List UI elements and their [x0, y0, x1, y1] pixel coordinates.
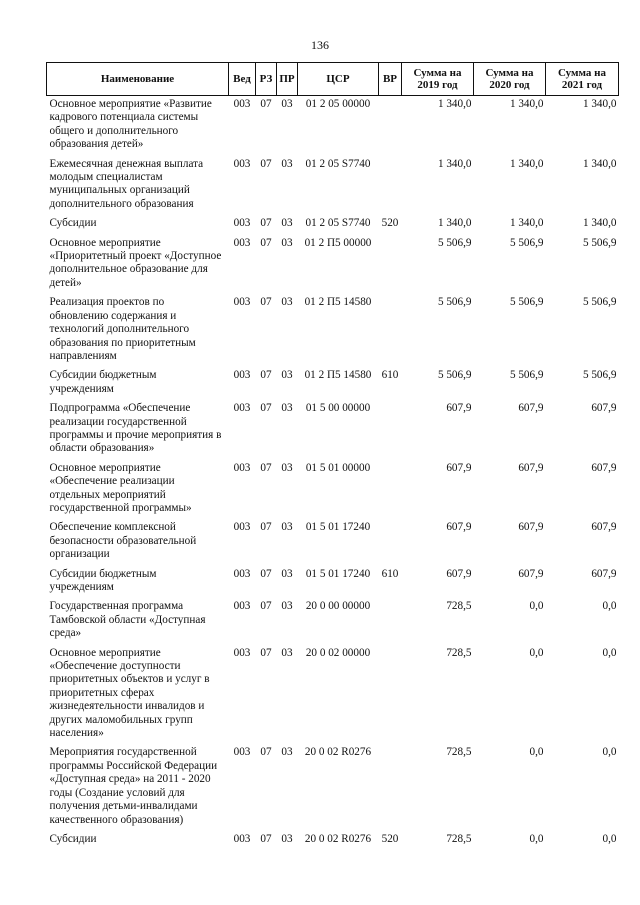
table-row	[47, 235, 619, 295]
cell-sum-2019: 5 506,9	[437, 369, 472, 382]
cell-sum-2020: 5 506,9	[509, 236, 544, 249]
cell-pr: 03	[281, 600, 293, 613]
header-row	[47, 63, 619, 96]
table-row	[47, 831, 619, 850]
cell-rz: 07	[260, 600, 272, 613]
cell-sum-2019: 1 340,0	[437, 157, 472, 170]
table-row	[47, 460, 619, 520]
cell-sum-2020: 5 506,9	[509, 369, 544, 382]
cell-csr: 01 2 П5 14580	[304, 369, 372, 382]
cell-name: Основное мероприятие «Развитие кадрового потенциала системы общего и дополнительного образования детей»	[49, 98, 212, 151]
cell-rz: 07	[260, 157, 272, 170]
table-body	[47, 96, 619, 851]
cell-sum-2019: 5 506,9	[437, 296, 472, 309]
cell-ved: 003	[233, 521, 251, 534]
cell-vr: 610	[381, 369, 399, 382]
table-row	[47, 566, 619, 599]
cell-sum-2020: 607,9	[518, 461, 544, 474]
cell-vr: 520	[381, 832, 399, 845]
cell-sum-2020: 1 340,0	[509, 217, 544, 230]
cell-rz: 07	[260, 832, 272, 845]
cell-sum-2019: 607,9	[446, 402, 472, 415]
cell-ved: 003	[233, 567, 251, 580]
cell-sum-2021: 0,0	[602, 746, 617, 759]
cell-sum-2020: 1 340,0	[509, 98, 544, 110]
cell-sum-2020: 607,9	[518, 402, 544, 415]
header-sum-2020: Сумма на 2020 год	[474, 63, 546, 96]
cell-sum-2020: 0,0	[529, 832, 544, 845]
cell-pr: 03	[281, 98, 293, 110]
cell-name: Реализация проектов по обновлению содержания и технологий дополнительного образования по приоритетным направлениям	[49, 296, 196, 362]
table-row	[47, 215, 619, 234]
cell-sum-2021: 607,9	[591, 521, 617, 534]
cell-rz: 07	[260, 521, 272, 534]
header-rz: РЗ	[256, 63, 277, 96]
cell-ved: 003	[233, 832, 251, 845]
cell-sum-2019: 607,9	[446, 521, 472, 534]
cell-csr: 20 0 02 R0276	[304, 832, 372, 845]
cell-csr: 20 0 00 00000	[305, 600, 371, 613]
cell-sum-2021: 1 340,0	[582, 157, 617, 170]
cell-name: Субсидии	[49, 217, 97, 230]
cell-csr: 01 5 01 00000	[305, 461, 371, 474]
cell-vr	[379, 598, 402, 644]
cell-vr	[379, 96, 402, 156]
page-number: 136	[311, 38, 329, 52]
table-row	[47, 294, 619, 367]
cell-ved: 003	[233, 236, 251, 249]
cell-sum-2019: 607,9	[446, 567, 472, 580]
cell-name: Государственная программа Тамбовской области «Доступная среда»	[49, 600, 206, 640]
cell-sum-2019: 728,5	[446, 646, 472, 659]
cell-vr	[379, 744, 402, 830]
cell-ved: 003	[233, 461, 251, 474]
cell-pr: 03	[281, 157, 293, 170]
cell-name: Мероприятия государственной программы Российской Федерации «Доступная среда» на 2011 - 2020 годы (Создание условий для получения детьми-инвалидами качественного образования)	[49, 746, 218, 826]
cell-pr: 03	[281, 832, 293, 845]
cell-vr: 520	[381, 217, 399, 230]
table-row	[47, 744, 619, 830]
cell-ved: 003	[233, 600, 251, 613]
header-vr: ВР	[379, 63, 402, 96]
cell-ved: 003	[233, 98, 251, 110]
cell-vr	[379, 294, 402, 367]
cell-sum-2021: 0,0	[602, 600, 617, 613]
cell-rz: 07	[260, 461, 272, 474]
cell-sum-2020: 0,0	[529, 646, 544, 659]
cell-rz: 07	[260, 746, 272, 759]
cell-name: Ежемесячная денежная выплата молодым специалистам муниципальных организаций дополнительного образования	[49, 157, 204, 210]
header-ved: Вед	[229, 63, 256, 96]
cell-sum-2020: 607,9	[518, 521, 544, 534]
cell-pr: 03	[281, 746, 293, 759]
cell-sum-2021: 607,9	[591, 461, 617, 474]
cell-name: Субсидии бюджетным учреждениям	[49, 567, 157, 593]
table-row	[47, 367, 619, 400]
table-row	[47, 96, 619, 156]
cell-rz: 07	[260, 402, 272, 415]
cell-name: Субсидии бюджетным учреждениям	[49, 369, 157, 395]
cell-name: Основное мероприятие «Обеспечение доступности приоритетных объектов и услуг в приоритетных сферах жизнедеятельности инвалидов и других маломобильных групп населения»	[49, 646, 210, 740]
cell-sum-2021: 0,0	[602, 646, 617, 659]
cell-csr: 20 0 02 R0276	[304, 746, 372, 759]
cell-sum-2021: 1 340,0	[582, 217, 617, 230]
cell-rz: 07	[260, 646, 272, 659]
cell-vr	[379, 460, 402, 520]
cell-pr: 03	[281, 236, 293, 249]
cell-ved: 003	[233, 157, 251, 170]
cell-ved: 003	[233, 746, 251, 759]
cell-sum-2021: 5 506,9	[582, 369, 617, 382]
cell-sum-2019: 728,5	[446, 600, 472, 613]
cell-csr: 01 2 05 S7740	[305, 217, 371, 230]
cell-name: Основное мероприятие «Обеспечение реализации отдельных мероприятий государственной программы»	[49, 461, 192, 514]
cell-csr: 01 5 00 00000	[305, 402, 371, 415]
cell-vr: 610	[381, 567, 399, 580]
cell-sum-2019: 1 340,0	[437, 217, 472, 230]
cell-sum-2021: 5 506,9	[582, 236, 617, 249]
cell-sum-2019: 607,9	[446, 461, 472, 474]
cell-rz: 07	[260, 217, 272, 230]
cell-vr	[379, 400, 402, 460]
cell-sum-2020: 0,0	[529, 746, 544, 759]
cell-csr: 01 2 05 S7740	[305, 157, 371, 170]
cell-ved: 003	[233, 217, 251, 230]
cell-ved: 003	[233, 369, 251, 382]
table-row	[47, 519, 619, 565]
cell-name: Подпрограмма «Обеспечение реализации государственной программы и прочие мероприятия в области образования»	[49, 402, 222, 455]
table-header	[47, 63, 619, 96]
cell-ved: 003	[233, 296, 251, 309]
cell-name: Обеспечение комплексной безопасности образовательной организации	[49, 521, 197, 561]
cell-vr	[379, 519, 402, 565]
cell-pr: 03	[281, 296, 293, 309]
cell-rz: 07	[260, 369, 272, 382]
cell-sum-2019: 5 506,9	[437, 236, 472, 249]
cell-rz: 07	[260, 236, 272, 249]
cell-csr: 20 0 02 00000	[305, 646, 371, 659]
cell-sum-2021: 607,9	[591, 567, 617, 580]
header-csr: ЦСР	[298, 63, 379, 96]
cell-csr: 01 2 05 00000	[305, 98, 371, 110]
header-sum-2021: Сумма на 2021 год	[546, 63, 619, 96]
cell-pr: 03	[281, 567, 293, 580]
cell-ved: 003	[233, 646, 251, 659]
table-row	[47, 156, 619, 216]
cell-sum-2019: 728,5	[446, 832, 472, 845]
cell-sum-2019: 1 340,0	[437, 98, 472, 110]
budget-table	[46, 62, 619, 850]
cell-sum-2020: 607,9	[518, 567, 544, 580]
cell-sum-2021: 607,9	[591, 402, 617, 415]
table-row	[47, 645, 619, 745]
cell-csr: 01 5 01 17240	[305, 567, 371, 580]
cell-sum-2020: 5 506,9	[509, 296, 544, 309]
cell-sum-2021: 0,0	[602, 832, 617, 845]
cell-vr	[379, 235, 402, 295]
cell-vr	[379, 645, 402, 745]
cell-pr: 03	[281, 521, 293, 534]
header-pr: ПР	[277, 63, 298, 96]
cell-rz: 07	[260, 567, 272, 580]
cell-sum-2021: 5 506,9	[582, 296, 617, 309]
cell-pr: 03	[281, 402, 293, 415]
cell-rz: 07	[260, 98, 272, 110]
budget-table-container	[46, 62, 618, 850]
cell-sum-2019: 728,5	[446, 746, 472, 759]
cell-ved: 003	[233, 402, 251, 415]
cell-pr: 03	[281, 461, 293, 474]
header-sum-2019: Сумма на 2019 год	[402, 63, 474, 96]
cell-pr: 03	[281, 217, 293, 230]
header-name: Наименование	[47, 63, 229, 96]
cell-pr: 03	[281, 369, 293, 382]
table-row	[47, 400, 619, 460]
cell-name: Основное мероприятие «Приоритетный проект «Доступное дополнительное образование для детей»	[49, 236, 222, 289]
cell-csr: 01 2 П5 14580	[304, 296, 372, 309]
table-row	[47, 598, 619, 644]
cell-sum-2021: 1 340,0	[582, 98, 617, 110]
cell-sum-2020: 0,0	[529, 600, 544, 613]
cell-sum-2020: 1 340,0	[509, 157, 544, 170]
cell-csr: 01 2 П5 00000	[304, 236, 372, 249]
cell-csr: 01 5 01 17240	[305, 521, 371, 534]
cell-vr	[379, 156, 402, 216]
cell-pr: 03	[281, 646, 293, 659]
cell-name: Субсидии	[49, 832, 97, 845]
cell-rz: 07	[260, 296, 272, 309]
